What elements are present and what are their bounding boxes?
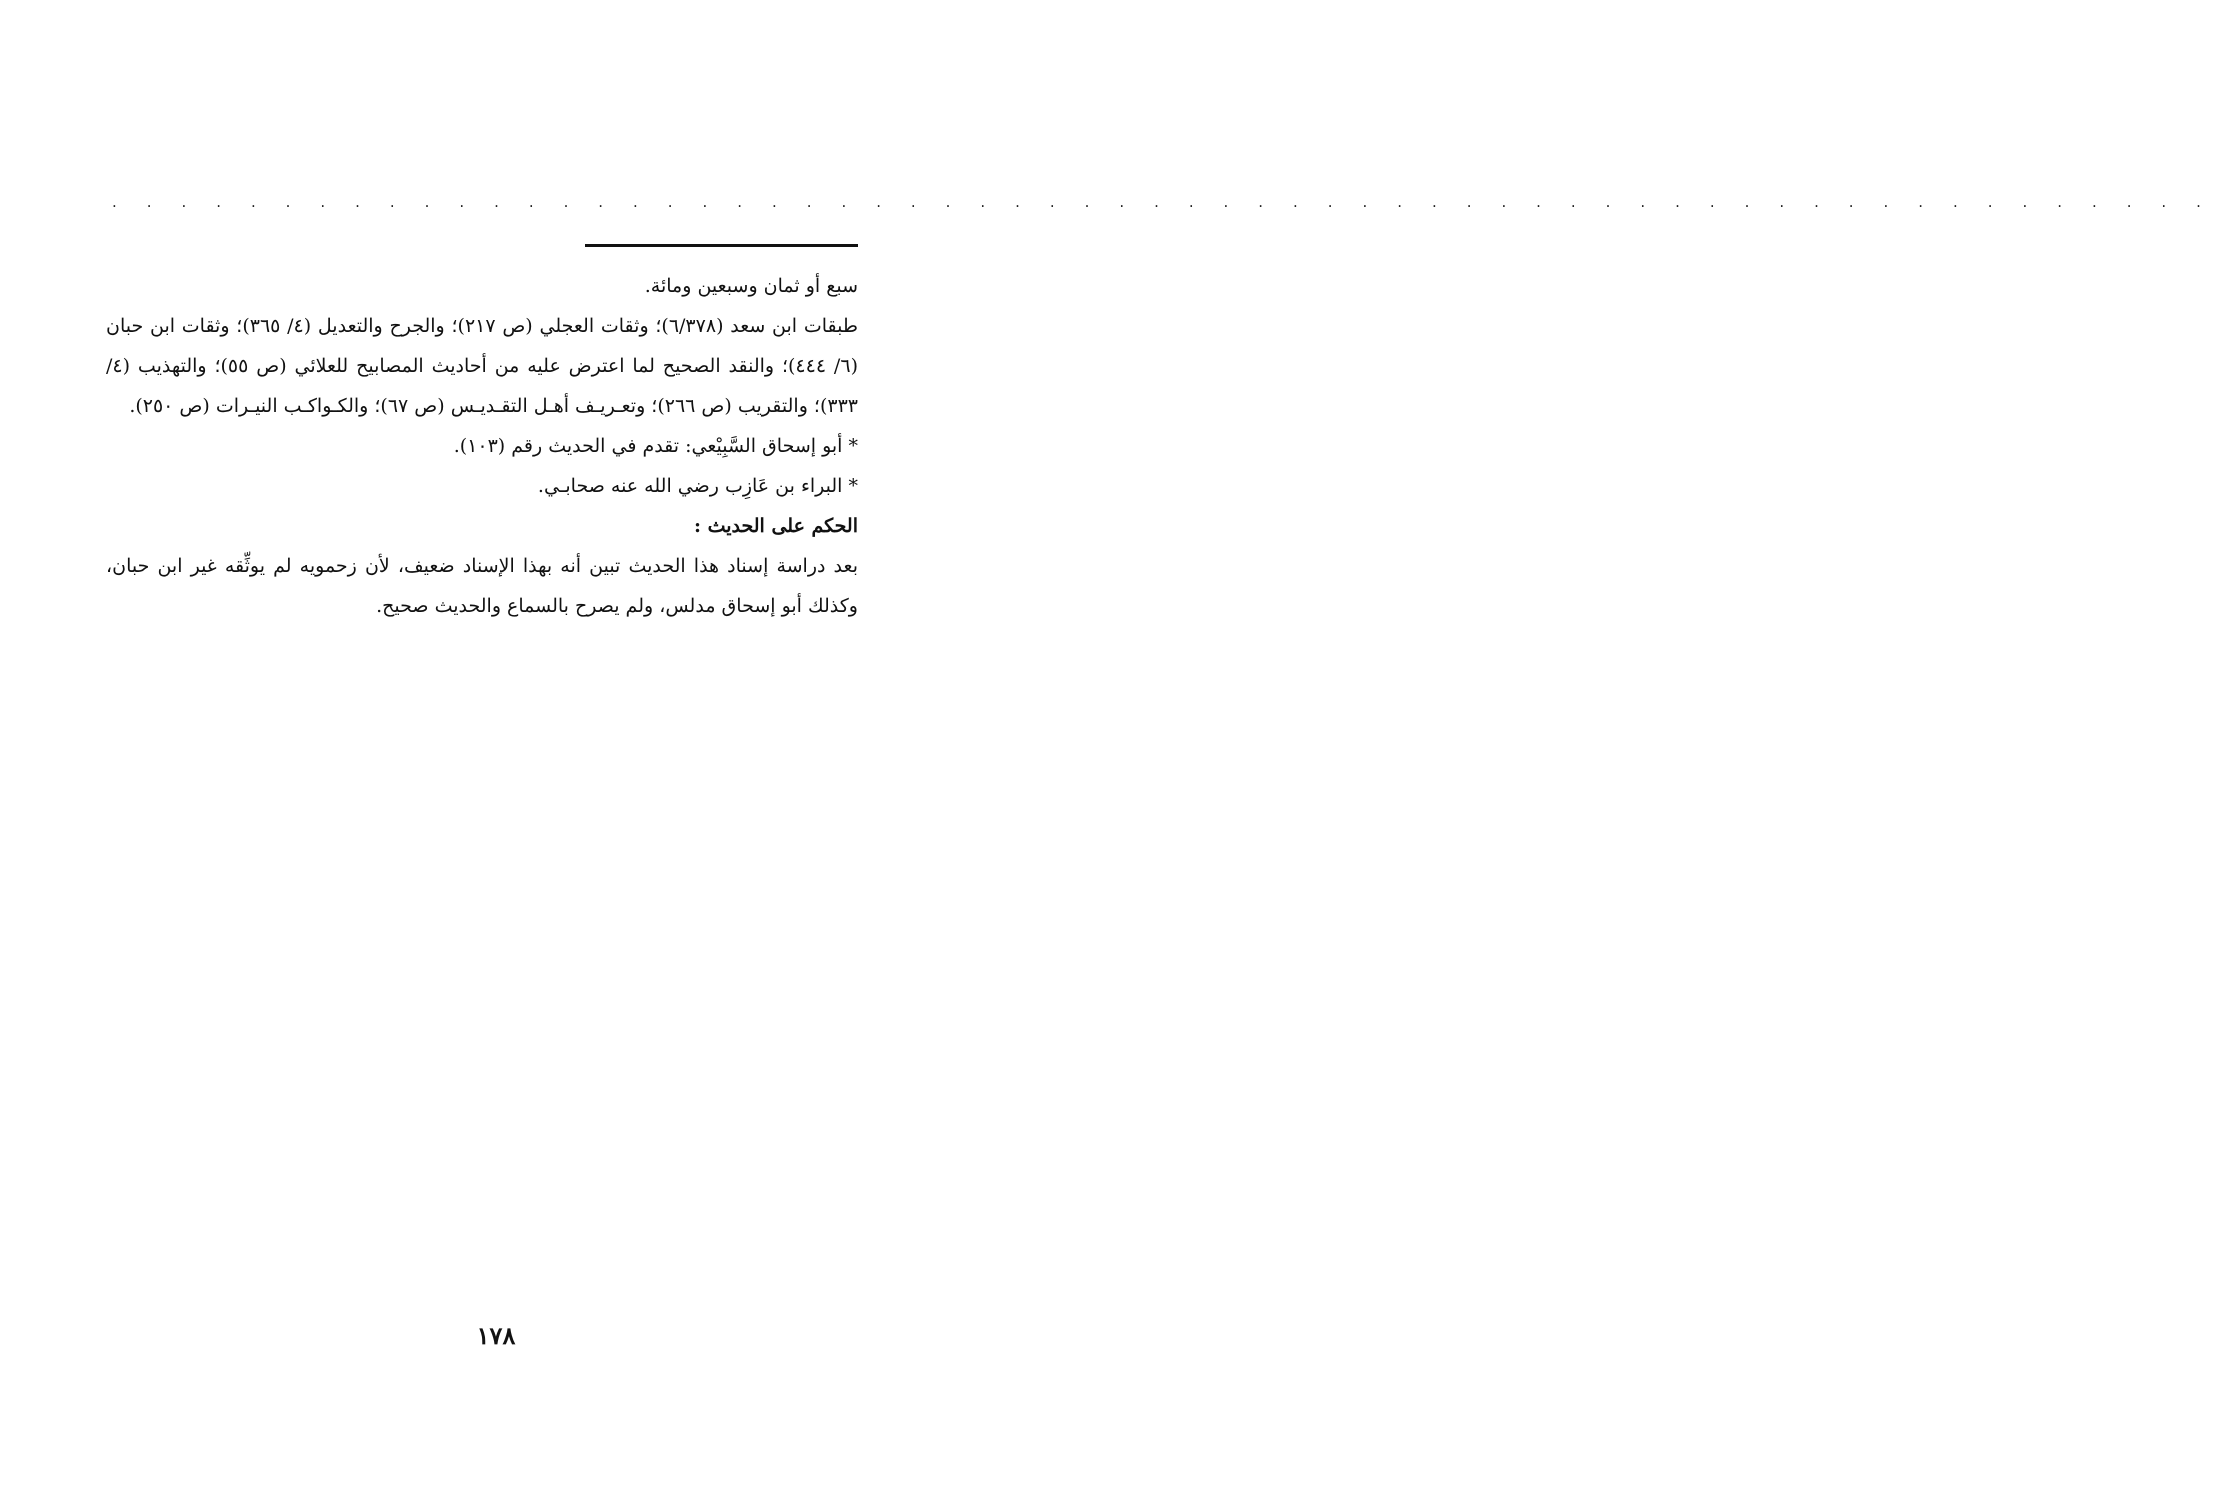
ruling-heading: الحكم على الحديث :: [693, 515, 858, 537]
page-number: ١٧٨: [476, 1321, 516, 1350]
narrator-note-abu-ishaq: * أبو إسحاق السَّبِيْعي: تقدم في الحديث رقم (١٠٣).: [453, 435, 858, 457]
dotted-separator: . . . . . . . . . . . . . . . . . . . . . . . . . . . . . . . . . . . . . . . . . . . . . . . . . . . . . . . . . . . . .: [112, 193, 2214, 211]
narrator-note-bara: * البراء بن عَازِب رضي الله عنه صحابـي.: [537, 475, 858, 497]
footnote-rule: [585, 244, 858, 247]
continuation-line: سبع أو ثمان وسبعين ومائة.: [644, 275, 858, 297]
footnote-text: [106, 266, 858, 626]
ruling-paragraph: بعد دراسة إسناد هذا الحديث تبين أنه بهذا الإسناد ضعيف، لأن زحمويه لم يوثِّقه غير ابن حبان، وكذلك أبو إسحاق مدلس، ولم يصرح بالسماع والحديث صحيح.: [106, 555, 858, 617]
sources-paragraph: طبقات ابن سعد (٦/٣٧٨)؛ وثقات العجلي (ص ٢١٧)؛ والجرح والتعديل (٤/ ٣٦٥)؛ وثقات ابن حبان (٦/ ٤٤٤)؛ والنقد الصحيح لما اعترض عليه من أحاديث المصابيح للعلائي (ص ٥٥)؛ والتهذيب (٤/ ٣٣٣)؛ والتقريب (ص ٢٦٦)؛ وتعـريـف أهـل التقـديـس (ص ٦٧)؛ والكـواكـب النيـرات (ص ٢٥٠).: [106, 315, 858, 417]
